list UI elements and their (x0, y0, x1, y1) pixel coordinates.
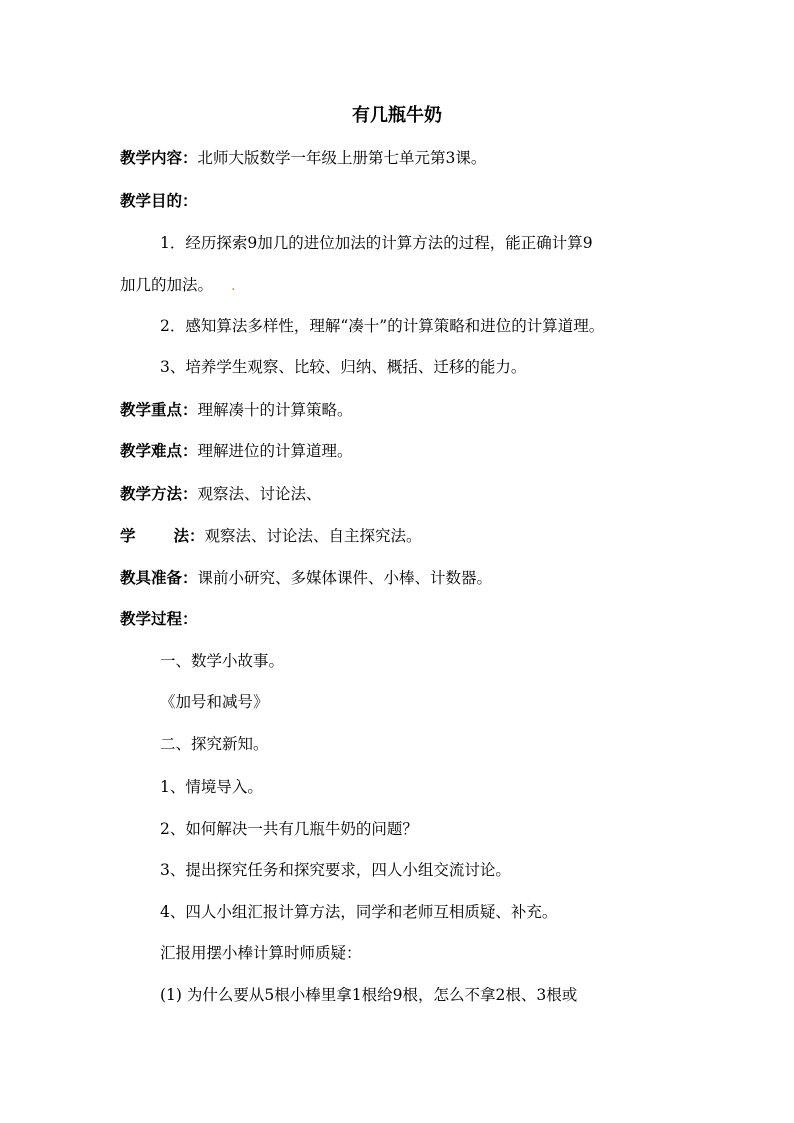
difficulty-line (120, 441, 353, 461)
process-step-1: 1、情境导入。 (160, 778, 263, 796)
process-story-title: 《加号和减号》 (160, 693, 269, 711)
objective-1-mark: . (231, 278, 236, 294)
learning-method-text: 观察法、讨论法、自主探究法。 (204, 527, 422, 545)
process-label: 教学过程： (120, 609, 198, 628)
difficulty-text: 理解进位的计算道理。 (197, 442, 353, 460)
tools-label: 教具准备： (120, 568, 198, 587)
learning-method-label-b: 法： (173, 526, 205, 545)
process-step-2: 2、如何解决一共有几瓶牛奶的问题？ (160, 820, 418, 838)
method-text: 观察法、讨论法、 (197, 485, 322, 503)
key-point-line (120, 400, 353, 420)
objectives-heading (120, 191, 198, 211)
objective-1-text: 加几的加法。 (120, 276, 214, 294)
key-point-text: 理解凑十的计算策略。 (197, 401, 353, 419)
process-question-1: (1) 为什么要从5根小棒里拿1根给9根，怎么不拿2根、3根或 (160, 986, 578, 1004)
objective-1-line-1: 1．经历探索9加几的进位加法的计算方法的过程，能正确计算9 (160, 234, 593, 252)
objective-3: 3、培养学生观察、比较、归纳、概括、迁移的能力。 (160, 358, 527, 376)
process-step-4: 4、四人小组汇报计算方法，同学和老师互相质疑、补充。 (160, 903, 558, 921)
method-line (120, 484, 322, 504)
content-text: 北师大版数学一年级上册第七单元第3课。 (197, 149, 487, 167)
tools-line (120, 568, 492, 588)
learning-method-label-a: 学 (120, 526, 136, 545)
process-section-1: 一、数学小故事。 (160, 652, 285, 670)
process-section-2: 二、探究新知。 (160, 735, 269, 753)
objectives-label: 教学目的： (120, 191, 198, 210)
key-point-label: 教学重点： (120, 400, 198, 419)
process-step-5: 汇报用摆小棒计算时师质疑： (160, 944, 362, 962)
tools-text: 课前小研究、多媒体课件、小棒、计数器。 (197, 569, 493, 587)
page-title: 有几瓶牛奶 (352, 105, 442, 126)
content-line (120, 148, 486, 168)
method-label: 教学方法： (120, 484, 198, 503)
learning-method-line (120, 526, 422, 546)
difficulty-label: 教学难点： (120, 441, 198, 460)
objective-1-line-2 (120, 275, 235, 296)
objective-2: 2．感知算法多样性，理解“凑十”的计算策略和进位的计算道理。 (160, 317, 605, 335)
content-label: 教学内容： (120, 148, 198, 167)
process-heading (120, 609, 198, 629)
process-step-3: 3、提出探究任务和探究要求，四人小组交流讨论。 (160, 861, 511, 879)
